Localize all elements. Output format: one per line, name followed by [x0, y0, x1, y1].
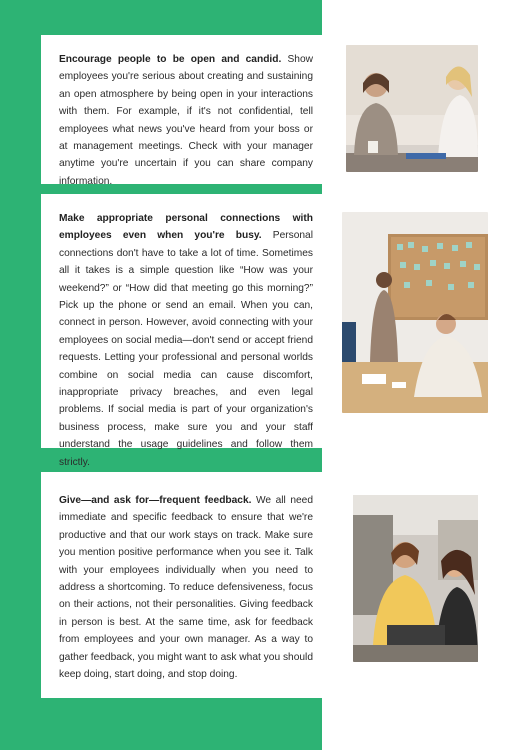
- photo-two-women-laptop: [353, 495, 478, 662]
- photo-two-women-talking: [346, 45, 478, 172]
- tip-body: Personal connections don't have to take a lot of time. Sometimes all it takes is a simple question like “How was your weekend?” or “How did that meeting go this morning?” Pick up the phone or send an email. When you can, connect in person. However, avoid connecting with your employees on social media—don't send or accept friend requests. Letting your professional and personal worlds combine on social media can cause discomfort, inappropriate privacy breaches, and even legal problems. If social media is part of your organization's business process, make sure you and your staff understand the usage guidelines and follow them strictly.: [59, 230, 313, 468]
- tip-text: [59, 210, 313, 471]
- tip-body: Show employees you're serious about creating and sustaining an open atmosphere by being open in your interactions with them. For example, if it's not confidential, tell employees what news you've heard from your boss or at management meetings. Check with your manager anytime you're uncertain if you can share company information.: [59, 54, 313, 187]
- tip-text: [59, 51, 313, 190]
- tip-heading: Give—and ask for—frequent feedback.: [59, 495, 252, 506]
- tip-body: We all need immediate and specific feedback to ensure that we're productive and that our work stays on track. Make sure you mention positive performance when you see it. Talk with your employees individually when you need to address a shortcoming. To reduce defensiveness, focus on their actions, not their personalities. Giving feedback in person is best. At the same time, ask for feedback from employees and your own manager. As a way to gather feedback, you might want to ask what you should keep doing, start doing, and stop doing.: [59, 495, 313, 681]
- tip-heading: Make appropriate personal connections with employees even when you're busy.: [59, 213, 313, 242]
- photo-office-meeting-corkboard: [342, 212, 488, 413]
- tip-heading: Encourage people to be open and candid.: [59, 54, 282, 65]
- tip-text: [59, 492, 313, 683]
